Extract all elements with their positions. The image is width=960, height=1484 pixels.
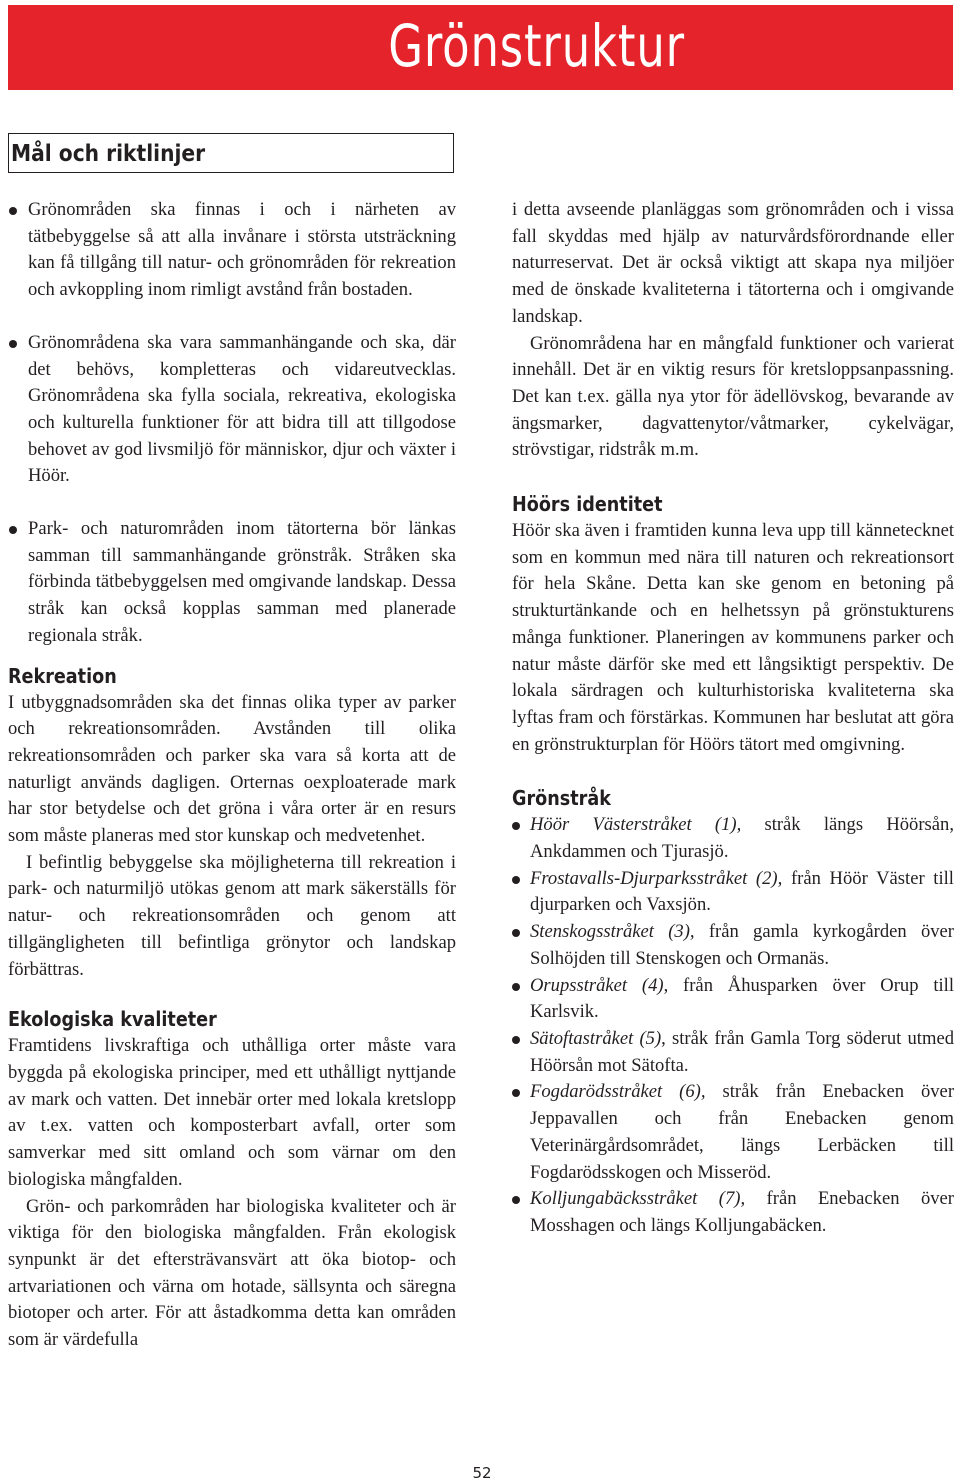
page-title: Grönstruktur <box>388 12 685 80</box>
rekreation-paragraph: I utbyggnadsområden ska det finnas olika typer av parker och rekreationsområden. Avstånden till olika rekreationsområden och parker ska vara så korta att de naturligt används dagligen. Orternas oexploaterade mark har stor betydelse och det gröna i våra orter är en resurs som måste planeras med stor kunskap och medvetenhet. <box>8 691 456 847</box>
gronstrak-name: Frostavalls-Djurparksstråket (2), <box>530 867 783 889</box>
title-banner <box>8 5 953 90</box>
gronstrak-item <box>512 1079 954 1186</box>
gronstrak-desc: stråk från Enebacken över Jeppavallen och från Enebacken genom Veterinärgårdsområdet, längs Lerbäcken till Fogdarödsskogen och Misseröd. <box>530 1081 955 1183</box>
section-heading-rekreation: Rekreation <box>8 663 117 688</box>
goals-bullet: Grönområden ska finnas i och i närheten av tätbebyggelse så att alla invånare i största utsträckning kan få tillgång till natur- och grönområden för rekreation och avkoppling inom rimligt avstånd från bostaden. <box>8 197 456 304</box>
goals-heading: Mål och riktlinjer <box>11 141 206 167</box>
ekologiska-paragraph: Grön- och parkområden har biologiska kvaliteter och är viktiga för den biologiska mångfalden. Från ekologisk synpunkt är det eftersträvansvärt att öka biotop- och artvariationen och värna om hotade, sällsynta och säregna biotoper och arter. För att åstadkomma detta kan områden som är värdefulla <box>8 1195 456 1351</box>
section-heading-gronstrak: Grönstråk <box>512 786 611 811</box>
identitet-paragraph: Höör ska även i framtiden kunna leva upp till kännetecknet som en kommun med nära till naturen och rekreationsort för hela Skåne. Detta kan ske genom en betoning på strukturtänkande och en helhetssyn på grönstukturens många funktioner. Planeringen av kommunens parker och natur måste därför ske med ett långsiktigt perspektiv. De lokala särdragen och kulturhistoriska kvaliteterna ska lyftas fram och förstärkas. Kommunen har beslutat att göra en grönstrukturplan för Höörs tätort med omgivning. <box>512 520 954 755</box>
gronstrak-item <box>512 919 954 972</box>
goals-bullet: Park- och naturområden inom tätorterna bör länkas samman till sammanhängande grönstråk. Stråken ska förbinda tätbebyggelsen med omgivande landskap. Dessa stråk kan också kopplas samman med planerade regionala stråk. <box>8 516 456 650</box>
gronstrak-desc: , från Åhusparken över Orup till Karlsvik. <box>530 974 954 1023</box>
gronstrak-name: Kolljungabäcksstråket (7), <box>530 1188 746 1210</box>
gronstrak-item <box>512 812 954 865</box>
ekologiska-paragraph: Framtidens livskraftiga och uthålliga orter måste vara byggda på ekologiska principer, med ett uthålligt nyttjande av mark och vatten. Det innebär orter med lokala kretslopp av t.ex. vatten och komposterbart avfall, orter som samverkar med sitt omland och som värnar om den biologiska mångfalden. <box>8 1035 456 1190</box>
gronstrak-name: Fogdarödsstråket (6), <box>530 1081 706 1103</box>
gronstrak-item <box>512 1026 954 1079</box>
left-column <box>8 197 456 1354</box>
goals-bullet: Grönområdena ska vara sammanhängande och ska, där det behövs, kompletteras och vidareutvecklas. Grönområdena ska fylla sociala, rekreativa, ekologiska och kulturella funktioner för att bidra till att tillgodose behovet av god livsmiljö för människor, djur och växter i Höör. <box>8 330 456 490</box>
section-heading-ekologiska: Ekologiska kvaliteter <box>8 1007 217 1032</box>
intro-paragraph: i detta avseende planläggas som grönområden och i vissa fall skyddas med hjälp av naturvårdsförordnande eller naturreservat. Det är också viktigt att skapa nya miljöer med de önskade kvaliteterna i tätorterna och i omgivande landskap. <box>512 199 954 327</box>
page-number: 52 <box>472 1464 492 1482</box>
goals-list <box>8 197 456 650</box>
gronstrak-name: Orupsstråket (4) <box>530 974 664 996</box>
gronstrak-desc: stråk längs Höörsån, Ankdammen och Tjurasjö. <box>530 814 954 863</box>
gronstrak-desc: från gamla kyrkogården över Solhöjden till Stenskogen och Ormanäs. <box>530 921 954 969</box>
intro-paragraph: Grönområdena har en mångfald funktioner och varierat innehåll. Det är en viktig resurs för kretsloppsanpassning. Det kan t.ex. gälla nya ytor för ädellövskog, bevarande av ängsmarker, dagvattenytor/våtmarker, cykelvägar, strövstigar, ridstråk m.m. <box>512 332 954 461</box>
gronstrak-desc: från Höör Väster till djurparken och Vaxsjön. <box>530 867 954 916</box>
gronstrak-desc: från Enebacken över Mosshagen och längs Kolljungabäcken. <box>530 1188 954 1236</box>
rekreation-paragraph: I befintlig bebyggelse ska möjligheterna till rekreation i park- och naturmiljö utökas genom att mark säkerställs för natur- och rekreationsområden och genom att tillgängligheten till befintliga grönytor och landskap förbättras. <box>8 851 456 980</box>
gronstrak-name: Sätoftastråket (5) <box>530 1027 662 1049</box>
gronstrak-name: Höör Västerstråket (1), <box>530 814 742 836</box>
goals-heading-box <box>8 133 454 173</box>
gronstrak-item <box>512 866 954 919</box>
right-column <box>512 197 954 1240</box>
gronstrak-item <box>512 1186 954 1239</box>
section-heading-identitet: Höörs identitet <box>512 492 663 517</box>
gronstrak-name: Stenskogsstråket (3), <box>530 921 695 943</box>
gronstrak-list <box>512 812 954 1239</box>
gronstrak-item <box>512 973 954 1026</box>
gronstrak-desc: , stråk från Gamla Torg söderut utmed Höörsån mot Sätofta. <box>530 1027 954 1076</box>
